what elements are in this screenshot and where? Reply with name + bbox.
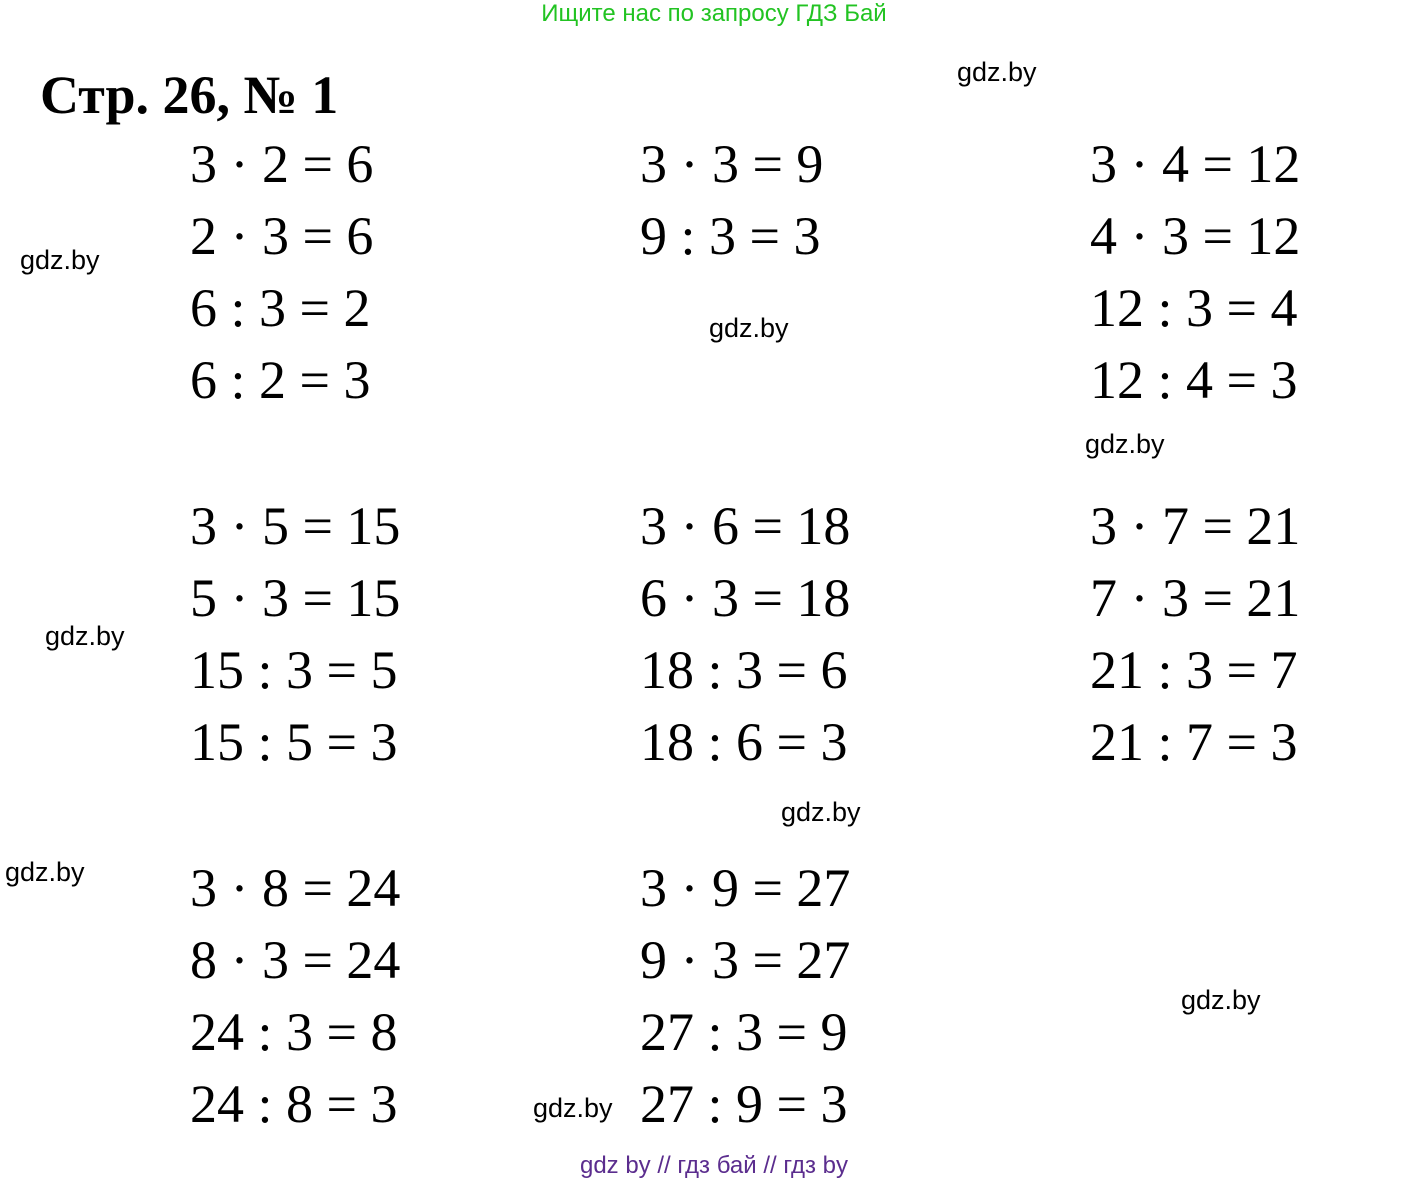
equation: 24 : 8 = 3 [190,1074,398,1134]
equation: 21 : 3 = 7 [1090,640,1298,700]
equation: 27 : 9 = 3 [640,1074,848,1134]
equation: 12 : 3 = 4 [1090,278,1298,338]
watermark: gdz.by [1085,429,1165,459]
equation: 6 : 2 = 3 [190,350,371,410]
equation: 3 · 7 = 21 [1090,496,1301,556]
equation: 3 · 3 = 9 [640,134,824,194]
equation: 3 · 8 = 24 [190,858,401,918]
equation: 3 · 6 = 18 [640,496,851,556]
watermark: gdz.by [5,857,85,887]
equation: 4 · 3 = 12 [1090,206,1301,266]
equation: 15 : 5 = 3 [190,712,398,772]
equation: 3 · 4 = 12 [1090,134,1301,194]
equation: 2 · 3 = 6 [190,206,374,266]
page-title: Стр. 26, № 1 [40,65,339,125]
equation: 18 : 3 = 6 [640,640,848,700]
watermark: gdz.by [45,621,125,651]
equation: 21 : 7 = 3 [1090,712,1298,772]
watermark: gdz.by [1181,985,1261,1015]
equation: 27 : 3 = 9 [640,1002,848,1062]
equation: 6 : 3 = 2 [190,278,371,338]
equation: 8 · 3 = 24 [190,930,401,990]
equation: 7 · 3 = 21 [1090,568,1301,628]
equation: 3 · 5 = 15 [190,496,401,556]
equation: 18 : 6 = 3 [640,712,848,772]
watermark: gdz.by [533,1093,613,1123]
equation: 6 · 3 = 18 [640,568,851,628]
equation: 9 · 3 = 27 [640,930,851,990]
watermark: gdz.by [957,57,1037,87]
equation: 5 · 3 = 15 [190,568,401,628]
watermark: gdz.by [20,245,100,275]
equation: 9 : 3 = 3 [640,206,821,266]
watermark: gdz.by [709,313,789,343]
search-banner: Ищите нас по запросу ГДЗ Бай [541,0,887,27]
equation: 3 · 9 = 27 [640,858,851,918]
equation: 15 : 3 = 5 [190,640,398,700]
footer-links: gdz by // гдз бай // гдз by [579,1152,849,1179]
equation: 12 : 4 = 3 [1090,350,1298,410]
equation: 3 · 2 = 6 [190,134,374,194]
equation: 24 : 3 = 8 [190,1002,398,1062]
watermark: gdz.by [781,797,861,827]
